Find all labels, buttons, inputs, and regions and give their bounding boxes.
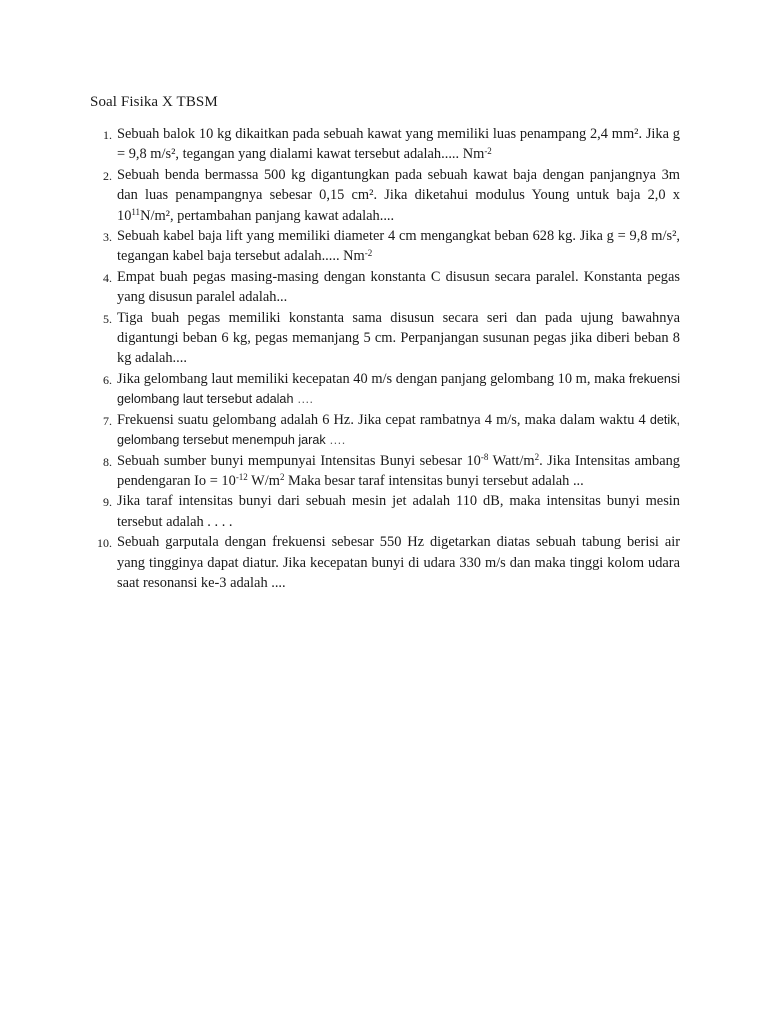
question-item-10 [88,532,680,593]
question-item-3 [88,226,680,267]
question-text: Tiga buah pegas memiliki konstanta sama disusun secara seri dan pada ujung bawahnya digantungi beban 6 kg, pegas memanjang 5 cm. Perpanjangan susunan pegas jika diberi beban 8 kg adalah.... [117,309,680,367]
question-text: Jika taraf intensitas bunyi dari sebuah mesin jet adalah 110 dB, maka intensitas bunyi mesin tersebut adalah . . . . [117,493,680,530]
question-item-1 [88,124,680,165]
question-text: Frekuensi suatu gelombang adalah 6 Hz. Jika cepat rambatnya 4 m/s, maka dalam waktu 4 detik, gelombang tersebut menempuh jarak …. [117,411,680,448]
question-number: 1. [103,128,112,142]
question-number: 4. [103,270,112,285]
question-text: Sebuah kabel baja lift yang memiliki diameter 4 cm mengangkat beban 628 kg. Jika g = 9,8 m/s², tegangan kabel baja tersebut adalah..... $Nm^{-2}$ [117,228,680,265]
question-text: Sebuah sumber bunyi mempunyai Intensitas Bunyi sebesar $10^{-8}$ Watt/$m^2$. Jika Intensitas ambang pendengaran $Io = 10^{-12}$ $W/m^2$ Maka besar taraf intensitas bunyi tersebut adalah ... [117,451,681,489]
question-number: 5. [103,311,112,326]
question-number: 6. [103,372,112,387]
question-item-2 [88,165,680,226]
question-text: Sebuah balok 10 kg dikaitkan pada sebuah kawat yang memiliki luas penampang 2,4 mm². Jika g = 9,8 m/s², tegangan yang dialami kawat tersebut adalah..... $Nm^{-2}$ [117,126,680,163]
question-item-9 [88,491,680,532]
question-number: 8. [103,454,112,469]
document-title: Soal Fisika X TBSM [90,94,218,110]
question-number: 3. [103,230,112,245]
question-list [88,124,680,593]
question-text: Jika gelombang laut memiliki kecepatan 40 m/s dengan panjang gelombang 10 m, maka frekuensi gelombang laut tersebut adalah …. [117,370,680,407]
question-number: 2. [103,168,112,183]
question-item-6 [88,369,680,410]
question-item-4 [88,267,680,308]
question-item-7 [88,410,680,451]
question-number: 7. [103,413,112,428]
question-text: Sebuah garputala dengan frekuensi sebesar 550 Hz digetarkan diatas sebuah tabung berisi air yang tingginya dapat diatur. Jika kecepatan bunyi di udara 330 m/s dan maka tinggi kolom udara saat resonansi ke-3 adalah .... [117,534,680,591]
question-item-5 [88,308,680,369]
question-number: 9. [103,495,112,510]
question-text: Empat buah pegas masing-masing dengan konstanta C disusun secara paralel. Konstanta pegas yang disusun paralel adalah... [117,268,680,306]
question-item-8 [88,451,680,492]
question-number: 10. [97,536,112,551]
question-text: Sebuah benda bermassa 500 kg digantungkan pada sebuah kawat baja dengan panjangnya 3m dan luas penampangnya sebesar 0,15 cm². Jika diketahui modulus Young untuk baja 2,0 x $10^{11}N/m^2$, pertambahan panjang kawat adalah.... [117,166,680,224]
